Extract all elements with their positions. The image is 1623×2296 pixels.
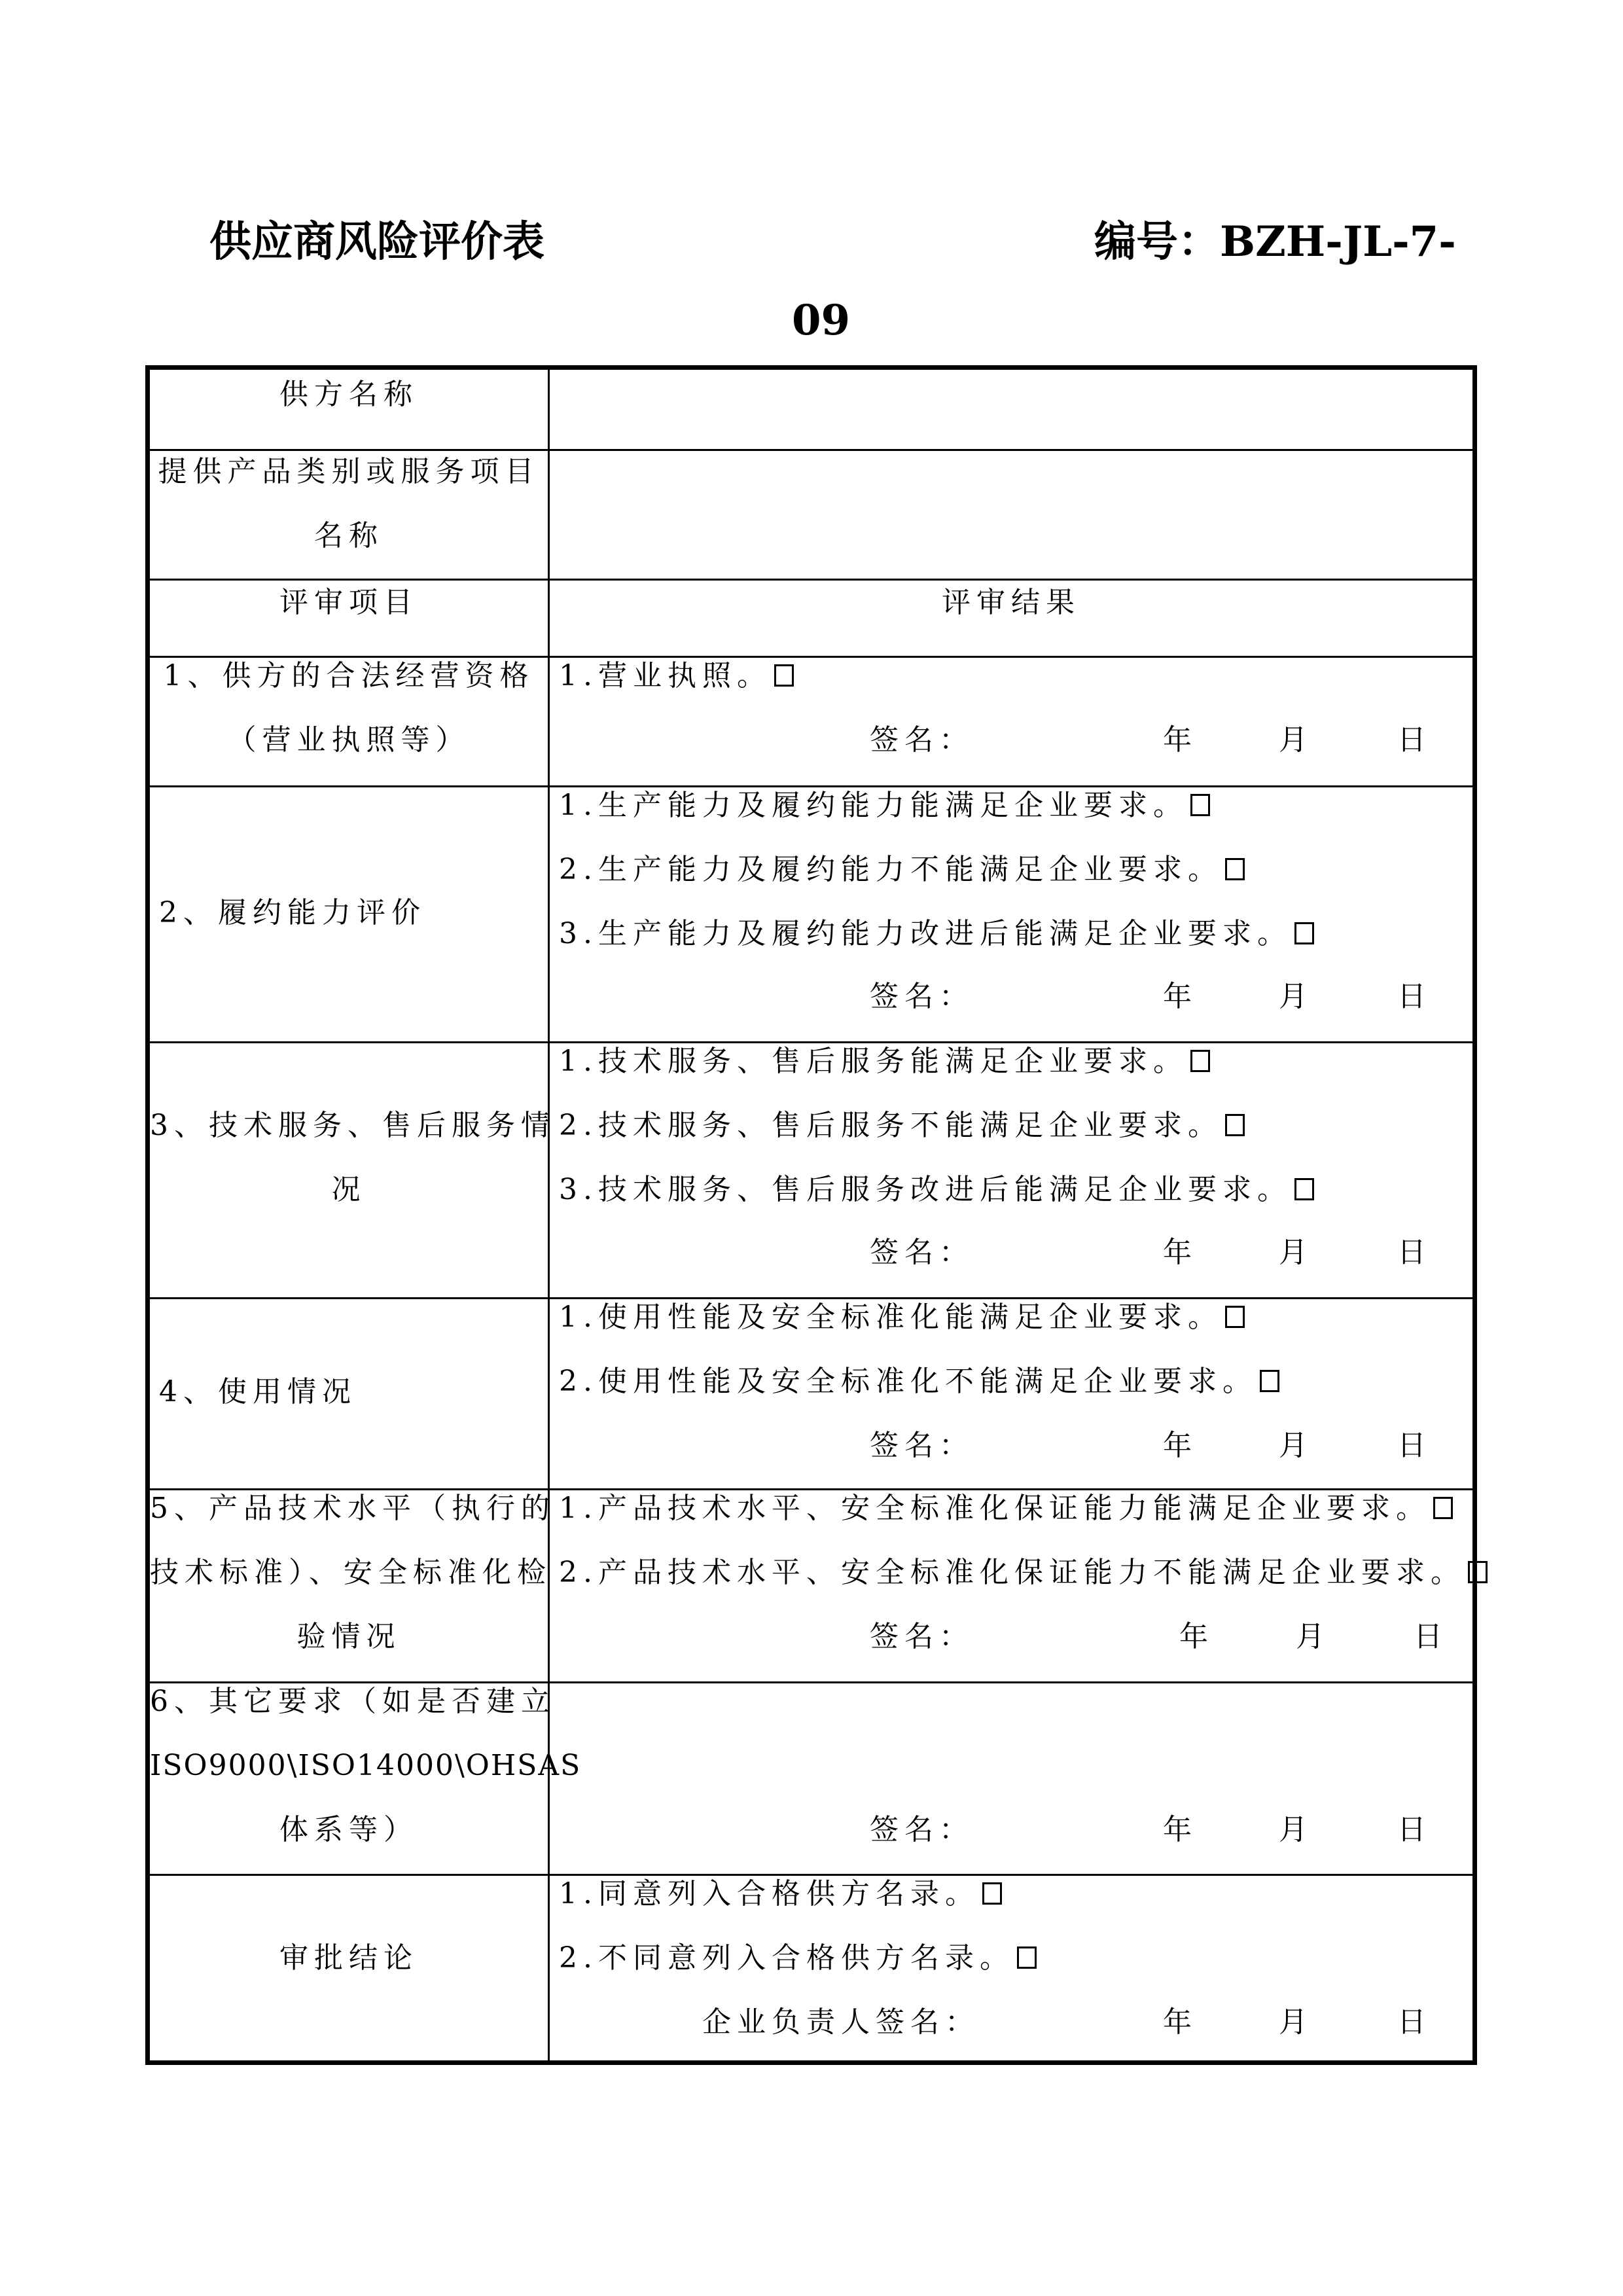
review-item-label: 技术标准）、安全标准化检: [150, 1556, 552, 1589]
option-text: 1.营业执照。: [559, 659, 772, 692]
review-item-label: 5、产品技术水平（执行的: [150, 1492, 556, 1525]
checkbox[interactable]: [1225, 1114, 1245, 1136]
date-day-label: 日: [1397, 1813, 1432, 1846]
review-item-label-cell: [150, 1043, 556, 1297]
option-text: 2.产品技术水平、安全标准化保证能力不能满足企业要求。: [559, 1556, 1465, 1589]
review-option[interactable]: [559, 917, 1314, 950]
product-category-label-cell: [150, 451, 550, 579]
date-year-label: 年: [1163, 2005, 1198, 2039]
row-table-header: [150, 581, 1472, 658]
review-result-cell: [550, 1299, 1472, 1488]
checkbox[interactable]: [1433, 1497, 1453, 1519]
review-item-header: 评审项目: [279, 586, 418, 619]
review-item-label: 4、使用情况: [159, 1375, 357, 1408]
checkbox[interactable]: [1260, 1370, 1279, 1392]
date-month-label: 月: [1279, 980, 1313, 1013]
signature-label: 签名：: [870, 980, 974, 1013]
review-item-header-cell: [150, 581, 550, 656]
date-year-label: 年: [1163, 723, 1198, 757]
supplier-name-label: 供方名称: [279, 378, 418, 411]
review-item-label-cell: [150, 1490, 556, 1681]
signature-label: 签名：: [870, 723, 974, 757]
review-option[interactable]: [559, 1300, 1245, 1334]
form-code-suffix: 09: [792, 296, 851, 345]
review-item-row: [150, 658, 1472, 787]
option-text: 1.同意列入合格供方名录。: [559, 1877, 980, 1910]
option-text: 3.技术服务、售后服务改进后能满足企业要求。: [559, 1173, 1292, 1206]
review-item-label-cell: [150, 1683, 582, 1874]
date-year-label: 年: [1163, 980, 1198, 1013]
checkbox[interactable]: [1294, 922, 1314, 944]
form-code-label: 编号：BZH-JL-7-: [1094, 217, 1456, 266]
date-year-label: 年: [1163, 1236, 1198, 1269]
product-category-field[interactable]: [550, 451, 1472, 579]
checkbox[interactable]: [1294, 1178, 1314, 1200]
approval-row: [150, 1876, 1472, 2065]
review-item-label: 2、履约能力评价: [159, 896, 426, 929]
review-option[interactable]: [559, 1558, 1488, 1587]
product-category-label-line1: 提供产品类别或服务项目: [158, 455, 540, 488]
review-item-label: 1、供方的合法经营资格: [163, 659, 535, 692]
date-month-label: 月: [1279, 1236, 1313, 1269]
date-year-label: 年: [1163, 1429, 1198, 1462]
review-item-label: （营业执照等）: [227, 723, 471, 757]
date-year-label: 年: [1163, 1813, 1198, 1846]
review-item-label-cell: [150, 787, 550, 1041]
checkbox[interactable]: [1468, 1561, 1488, 1583]
option-text: 1.生产能力及履约能力能满足企业要求。: [559, 789, 1188, 822]
signature-label: 签名：: [870, 1620, 974, 1653]
date-day-label: 日: [1397, 1429, 1432, 1462]
date-month-label: 月: [1296, 1620, 1330, 1653]
date-day-label: 日: [1397, 723, 1432, 757]
checkbox[interactable]: [1190, 794, 1210, 816]
checkbox[interactable]: [1225, 1306, 1245, 1328]
review-item-row: [150, 1683, 1472, 1876]
approval-result-cell: [550, 1876, 1472, 2065]
review-option[interactable]: [559, 791, 1210, 820]
review-result-cell: [550, 787, 1472, 1041]
review-option[interactable]: [559, 1175, 1314, 1204]
review-item-row: [150, 1490, 1472, 1683]
signature-label: 签名：: [870, 1236, 974, 1269]
review-result-cell: [550, 1490, 1472, 1681]
option-text: 1.产品技术水平、安全标准化保证能力能满足企业要求。: [559, 1492, 1431, 1525]
owner-signature-label: 企业负责人签名：: [702, 2005, 980, 2039]
product-category-label-line2: 名称: [314, 519, 383, 552]
checkbox[interactable]: [1017, 1946, 1037, 1969]
option-text: 1.使用性能及安全标准化能满足企业要求。: [559, 1300, 1222, 1334]
approval-label-cell: [150, 1876, 550, 2065]
review-item-label-cell: [150, 658, 550, 785]
review-option[interactable]: [559, 1367, 1279, 1396]
date-day-label: 日: [1397, 1236, 1432, 1269]
approval-label: 审批结论: [279, 1941, 418, 1975]
review-option[interactable]: [559, 1047, 1210, 1076]
review-result-cell: [550, 1043, 1472, 1297]
review-item-row: [150, 1299, 1472, 1490]
form-title: 供应商风险评价表: [209, 217, 544, 266]
review-result-header: 评审结果: [942, 586, 1080, 619]
supplier-name-label-cell: [150, 370, 550, 449]
evaluation-table: [145, 365, 1477, 2065]
date-month-label: 月: [1279, 1813, 1313, 1846]
option-text: 2.不同意列入合格供方名录。: [559, 1941, 1014, 1975]
option-text: 2.生产能力及履约能力不能满足企业要求。: [559, 853, 1222, 886]
review-item-label: 6、其它要求（如是否建立: [150, 1685, 556, 1718]
review-result-header-cell: [550, 581, 1472, 656]
review-result-cell: [550, 658, 1472, 785]
signature-label: 签名：: [870, 1429, 974, 1462]
option-text: 1.技术服务、售后服务能满足企业要求。: [559, 1045, 1188, 1078]
option-text: 3.生产能力及履约能力改进后能满足企业要求。: [559, 917, 1292, 950]
checkbox[interactable]: [1190, 1050, 1210, 1072]
date-day-label: 日: [1397, 2005, 1432, 2039]
review-item-label-cell: [150, 1299, 550, 1488]
review-item-row: [150, 1043, 1472, 1299]
review-item-label: 况: [331, 1173, 366, 1206]
review-item-row: [150, 787, 1472, 1043]
review-option[interactable]: [559, 1494, 1453, 1523]
approval-option[interactable]: [559, 1877, 1002, 1910]
date-day-label: 日: [1414, 1620, 1448, 1653]
other-requirements-field[interactable]: [550, 1683, 1472, 1874]
date-month-label: 月: [1279, 723, 1313, 757]
date-day-label: 日: [1397, 980, 1432, 1013]
review-item-label: 验情况: [296, 1620, 401, 1653]
review-option[interactable]: [559, 855, 1245, 884]
review-option[interactable]: [559, 659, 794, 692]
supplier-name-field[interactable]: [550, 370, 1472, 449]
signature-label: 签名：: [870, 1813, 974, 1846]
date-year-label: 年: [1179, 1620, 1214, 1653]
option-text: 2.技术服务、售后服务不能满足企业要求。: [559, 1109, 1222, 1142]
checkbox[interactable]: [982, 1882, 1002, 1905]
checkbox[interactable]: [774, 664, 794, 687]
row-product-category: [150, 451, 1472, 581]
date-month-label: 月: [1279, 1429, 1313, 1462]
checkbox[interactable]: [1225, 858, 1245, 880]
approval-option[interactable]: [559, 1941, 1037, 1975]
row-supplier-name: [150, 370, 1472, 451]
option-text: 2.使用性能及安全标准化不能满足企业要求。: [559, 1365, 1257, 1398]
review-option[interactable]: [559, 1111, 1245, 1140]
date-month-label: 月: [1279, 2005, 1313, 2039]
review-item-label: 体系等）: [279, 1813, 418, 1846]
review-item-label: 3、技术服务、售后服务情: [150, 1109, 556, 1142]
review-item-label: ISO9000\ISO14000\OHSAS: [150, 1749, 582, 1782]
